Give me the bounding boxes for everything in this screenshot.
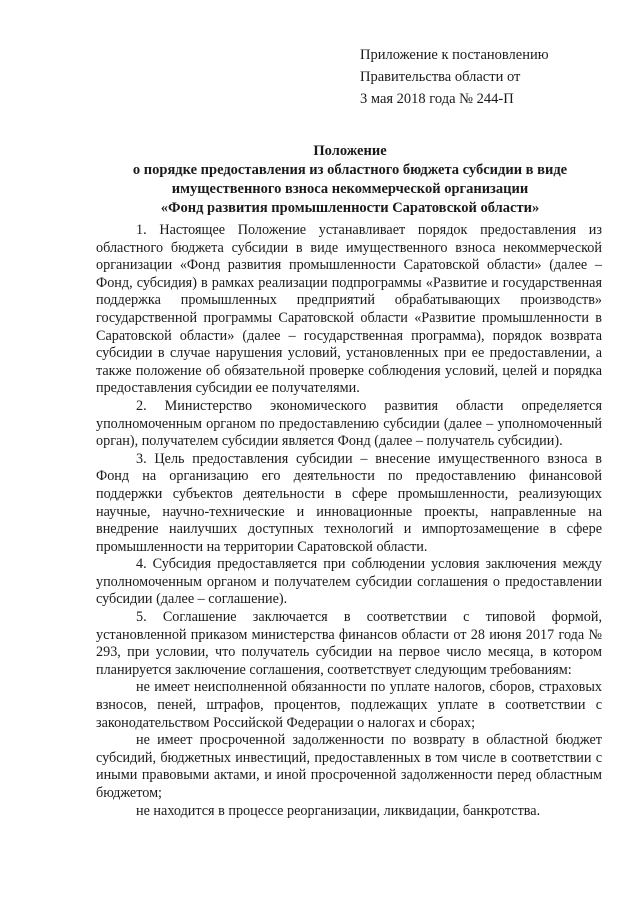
title-line-3: имущественного взноса некоммерческой организации xyxy=(171,181,529,197)
title-line-4: «Фонд развития промышленности Саратовской области» xyxy=(160,200,540,216)
title-line-2: о порядке предоставления из областного бюджета субсидии в виде xyxy=(132,162,568,178)
paragraph-5: 5. Соглашение заключается в соответствии с типовой формой, установленной приказом министерства финансов области от 28 июня 2017 года № 293, при условии, что получатель субсидии на первое число месяца, в котором планируется заключение соглашения, соответствует следующим требованиям: xyxy=(96,609,602,678)
requirement-2: не имеет просроченной задолженности по возврату в областной бюджет субсидий, бюджетных инвестиций, предоставленных в том числе в соответствии с иными правовыми актами, и иной просроченной задолженности перед областным бюджетом; xyxy=(96,732,602,801)
requirement-3: не находится в процессе реорганизации, ликвидации, банкротства. xyxy=(136,802,541,819)
approval-block xyxy=(360,44,620,110)
approval-line-3: 3 мая 2018 года № 244-П xyxy=(360,91,514,107)
paragraph-1: 1. Настоящее Положение устанавливает порядок предоставления из областного бюджета субсидии в виде имущественного взноса некоммерческой организации «Фонд развития промышленности Саратовской области» (далее – Фонд, субсидия) в рамках реализации подпрограммы «Развитие и государственная поддержка промышленных предприятий обрабатывающих производств» государственной программы Саратовской области «Развитие промышленности в Саратовской области» (далее – государственная программа), порядок возврата субсидии в случае нарушения условий, установленных при ее предоставлении, а также положение об обязательной проверке соблюдения условий, целей и порядка предоставления субсидии ее получателями. xyxy=(96,222,602,397)
paragraph-4: 4. Субсидия предоставляется при соблюдении условия заключения между уполномоченным органом и получателем субсидии соглашения о предоставлении субсидии (далее – соглашение). xyxy=(96,556,602,608)
document-title xyxy=(90,142,610,218)
approval-line-2: Правительства области от xyxy=(360,69,521,85)
title-line-1: Положение xyxy=(313,143,387,159)
document-body xyxy=(96,222,602,820)
approval-line-1: Приложение к постановлению xyxy=(360,47,549,63)
paragraph-3: 3. Цель предоставления субсидии – внесение имущественного взноса в Фонд на организацию его деятельности по предоставлению финансовой поддержки субъектов деятельности в сфере промышленности, реализующих научные, научно-технические и инновационные проекты, направленные на внедрение наилучших доступных технологий и импортозамещение в сфере промышленности на территории Саратовской области. xyxy=(96,450,602,555)
requirement-1: не имеет неисполненной обязанности по уплате налогов, сборов, страховых взносов, пеней, штрафов, процентов, подлежащих уплате в соответствии с законодательством Российской Федерации о налогах и сборах; xyxy=(96,679,602,731)
paragraph-2: 2. Министерство экономического развития области определяется уполномоченным органом по предоставлению субсидии (далее – уполномоченный орган), получателем субсидии является Фонд (далее – получатель субсидии). xyxy=(96,397,602,450)
